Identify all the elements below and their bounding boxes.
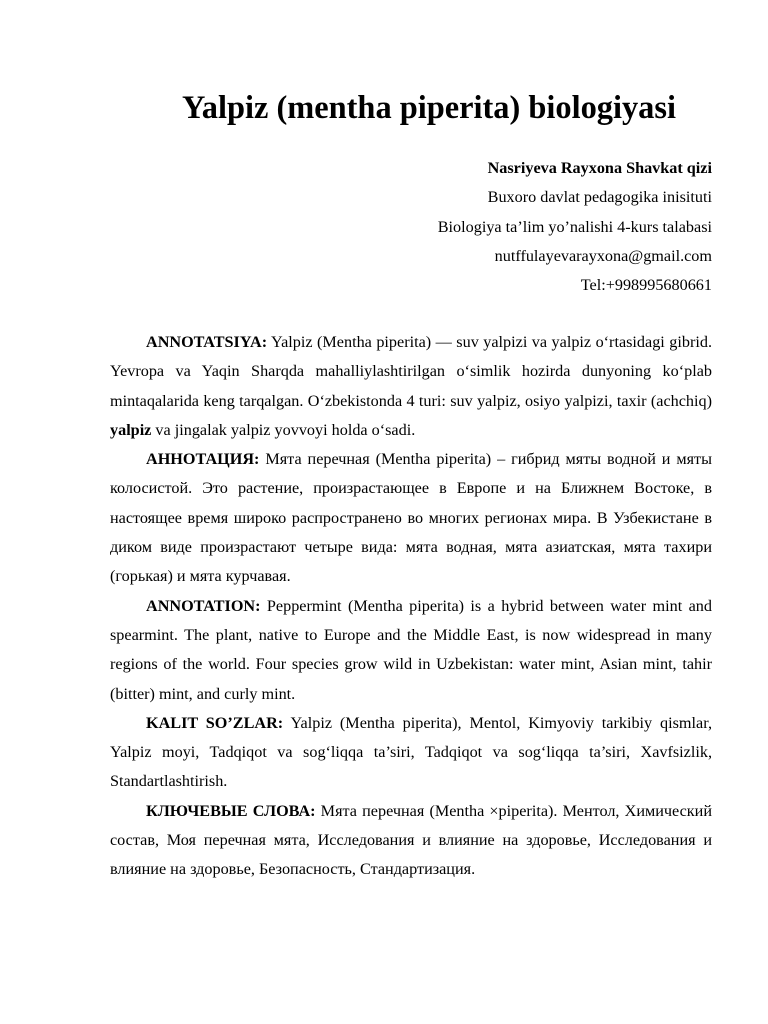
abstract-uzbek-bold-word: yalpiz (110, 420, 152, 439)
keywords-uzbek-label: KALIT SO’ZLAR: (146, 713, 284, 732)
abstract-russian (110, 445, 712, 591)
abstract-uzbek-label: ANNOTATSIYA: (146, 333, 268, 351)
author-email: nutffulayevarayxona@gmail.com (494, 246, 712, 265)
paper-title: Yalpiz (mentha piperita) biologiyasi (182, 90, 676, 126)
abstract-russian-text: Мята перечная (Mentha piperita) – гибрид мяты водной и мяты колосистой. Это растение, произрастающее в Европе и на Ближнем Востоке, в настоящее время широко распространено во многих регионах мира. В Узбекистане в диком виде произрастают четыре вида: мята водная, мята азиатская, мята тахири (горькая) и мята курчавая. (110, 450, 712, 586)
abstract-russian-label: АННОТАЦИЯ: (146, 450, 260, 469)
keywords-uzbek-text: Yalpiz (Mentha piperita), Mentol, Kimyoviy tarkibiy qismlar, Yalpiz moyi, Tadqiqot va sog‘liqqa ta’siri, Tadqiqot va sog‘liqqa ta’siri, Xavfsizlik, Standartlashtirish. (110, 713, 712, 791)
abstract-uzbek-text-end: va jingalak yalpiz yovvoyi holda o‘sadi. (151, 420, 416, 439)
keywords-russian-label: КЛЮЧЕВЫЕ СЛОВА: (146, 801, 316, 820)
abstract-english-label: ANNOTATION: (146, 596, 261, 615)
author-phone: Tel:+998995680661 (580, 276, 712, 295)
author-institution: Buxoro davlat pedagogika inisituti (487, 188, 712, 207)
abstract-uzbek (110, 328, 712, 445)
abstract-section (110, 328, 712, 885)
abstract-uzbek-text: Yalpiz (Mentha piperita) — suv yalpizi va yalpiz o‘rtasidagi gibrid. Yevropa va Yaqin Sharqda mahalliylashtirilgan o‘simlik hozirda dunyoning ko‘plab mintaqalarida keng tarqalgan. O‘zbekistonda 4 turi: suv yalpiz, osiyo yalpizi, taxir (achchiq) (110, 333, 712, 410)
abstract-english-text: Peppermint (Mentha piperita) is a hybrid between water mint and spearmint. The plant, native to Europe and the Middle East, is now widespread in many regions of the world. Four species grow wild in Uzbekistan: water mint, Asian mint, tahir (bitter) mint, and curly mint. (110, 596, 712, 703)
abstract-english (110, 592, 712, 709)
keywords-russian (110, 797, 712, 885)
author-program: Biologiya ta’lim yo’nalishi 4-kurs talabasi (437, 217, 712, 236)
author-name: Nasriyeva Rayxona Shavkat qizi (487, 159, 712, 177)
author-info (438, 154, 712, 300)
keywords-uzbek (110, 709, 712, 797)
keywords-russian-text: Мята перечная (Mentha ×piperita). Ментол, Химический состав, Моя перечная мята, Исследования и влияние на здоровье, Исследования и влияние на здоровье, Безопасность, Стандартизация. (110, 801, 712, 879)
